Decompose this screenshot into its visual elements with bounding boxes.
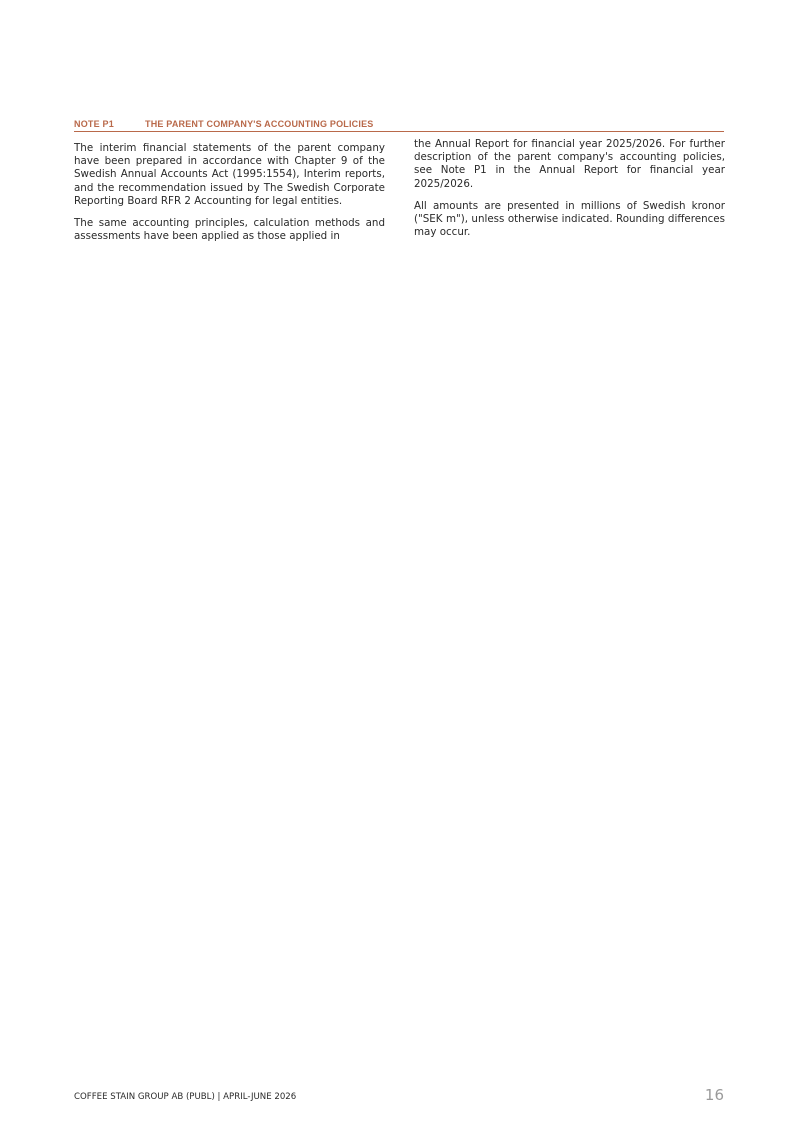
right-paragraph-1: the Annual Report for financial year 2025/2026. For further description of the parent company's accounting policies, see Note P1 in the Annual Report for financial year 2025/2026. xyxy=(414,138,725,190)
note-header xyxy=(74,119,724,132)
left-paragraph-1: The interim financial statements of the parent company have been prepared in accordance with Chapter 9 of the Swedish Annual Accounts Act (1995:1554), Interim reports, and the recommendation issued by The Swedish Corporate Reporting Board RFR 2 Accounting for legal entities. xyxy=(74,142,385,207)
note-number: NOTE P1 xyxy=(74,119,114,129)
left-paragraph-2: The same accounting principles, calculation methods and assessments have been applied as those applied in xyxy=(74,217,385,243)
left-column xyxy=(74,142,385,252)
footer-company-period: COFFEE STAIN GROUP AB (PUBL) | APRIL-JUNE 2026 xyxy=(74,1092,297,1102)
note-title: THE PARENT COMPANY'S ACCOUNTING POLICIES xyxy=(145,119,374,129)
right-column xyxy=(414,138,725,248)
page-number: 16 xyxy=(704,1086,724,1104)
right-paragraph-2: All amounts are presented in millions of Swedish kronor ("SEK m"), unless otherwise indicated. Rounding differences may occur. xyxy=(414,199,725,239)
